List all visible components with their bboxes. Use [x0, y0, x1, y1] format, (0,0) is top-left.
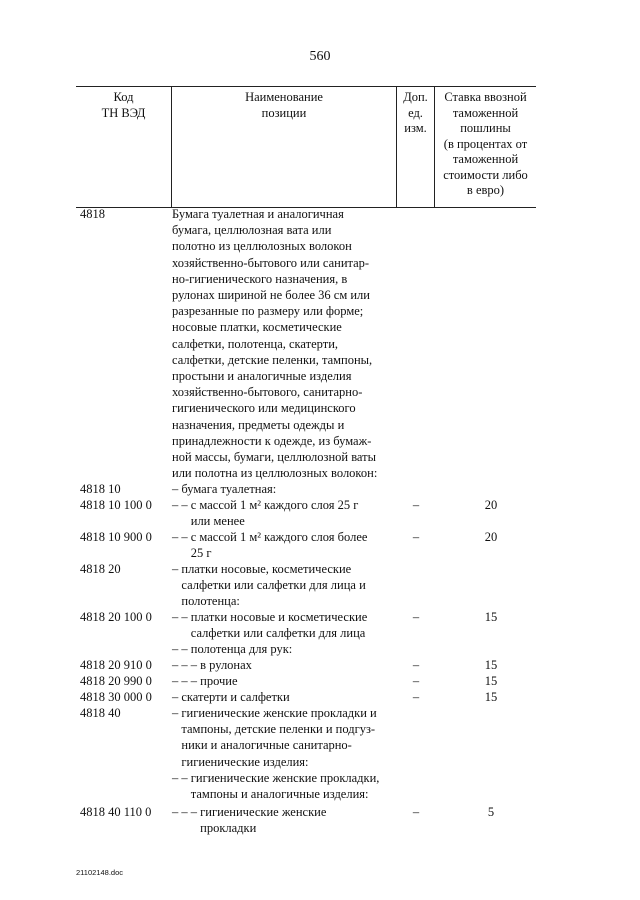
- description-line: полотно из целлюлозных волокон: [172, 239, 352, 254]
- description-line: гигиенические изделия:: [172, 754, 309, 769]
- header-rate-line: таможенной: [452, 152, 519, 166]
- header-rate-line: стоимости либо: [443, 167, 528, 182]
- additional-unit: –: [412, 805, 420, 819]
- description-line: – – – гигиенические женские: [172, 805, 327, 819]
- duty-rate: 15: [484, 610, 498, 624]
- description-line: назначения, предметы одежды и: [172, 417, 345, 432]
- item-description: [172, 609, 392, 641]
- description-line: – платки носовые, косметические: [172, 562, 352, 576]
- header-code-line: Код: [113, 90, 134, 104]
- description-line: тампоны и аналогичные изделия:: [172, 787, 369, 802]
- description-line: принадлежности к одежде, из бумаж-: [172, 433, 372, 448]
- description-line: 25 г: [172, 546, 212, 561]
- description-line: рулонах шириной не более 36 см или: [172, 288, 370, 303]
- tariff-code: 4818 20 910 0: [80, 658, 152, 672]
- header-unit-line: Доп.: [403, 90, 428, 104]
- tariff-code: 4818 10 900 0: [80, 530, 152, 544]
- header-name-line: позиции: [261, 105, 307, 120]
- item-description: [172, 497, 392, 529]
- description-line: носовые платки, косметические: [172, 320, 342, 335]
- item-description: [172, 705, 392, 770]
- tariff-code: 4818 40: [80, 706, 121, 720]
- header-unit: [396, 87, 434, 207]
- item-description: [172, 689, 392, 705]
- header-rate-line: (в процентах от: [443, 136, 528, 151]
- tariff-code: 4818 30 000 0: [80, 690, 152, 704]
- duty-rate: 20: [484, 530, 498, 544]
- description-line: салфетки или салфетки для лица и: [172, 578, 366, 593]
- description-line: или менее: [172, 514, 245, 529]
- tariff-code: 4818 10: [80, 482, 121, 496]
- description-line: хозяйственно-бытового, санитарно-: [172, 385, 363, 400]
- description-line: но-гигиенического назначения, в: [172, 271, 348, 286]
- description-line: – – – в рулонах: [172, 658, 252, 672]
- header-rate-line: пошлины: [460, 121, 511, 135]
- description-line: салфетки, детские пеленки, тампоны,: [172, 352, 373, 367]
- page-number: 560: [309, 49, 331, 64]
- description-line: – – платки носовые и косметические: [172, 610, 368, 624]
- additional-unit: –: [412, 498, 420, 512]
- description-line: разрезанные по размеру или форме;: [172, 304, 364, 319]
- item-description: [172, 481, 392, 497]
- description-line: простыни и аналогичные изделия: [172, 369, 352, 384]
- description-line: – скатерти и салфетки: [172, 690, 290, 704]
- header-name-line: Наименование: [245, 90, 323, 104]
- duty-rate: 15: [484, 658, 498, 672]
- item-description: [172, 529, 392, 561]
- additional-unit: –: [412, 610, 420, 624]
- item-description: [172, 673, 392, 689]
- description-line: Бумага туалетная и аналогичная: [172, 207, 344, 221]
- duty-rate: 5: [487, 805, 495, 819]
- description-line: бумага, целлюлозная вата или: [172, 223, 332, 238]
- duty-rate: 20: [484, 498, 498, 512]
- item-description: [172, 561, 392, 610]
- footer-filename: 21102148.doc: [76, 868, 123, 877]
- additional-unit: –: [412, 658, 420, 672]
- header-rate: [434, 87, 536, 207]
- description-line: ной массы, бумаги, целлюлозной ваты: [172, 450, 377, 465]
- additional-unit: –: [412, 690, 420, 704]
- additional-unit: –: [412, 674, 420, 688]
- table-header: [76, 86, 536, 208]
- header-code: [76, 87, 171, 207]
- header-unit-line: ед.: [408, 105, 423, 120]
- tariff-code: 4818 40 110 0: [80, 805, 152, 819]
- description-line: тампоны, детские пеленки и подгуз-: [172, 722, 376, 737]
- description-line: полотенца:: [172, 594, 240, 609]
- description-line: салфетки или салфетки для лица: [172, 626, 366, 641]
- description-line: хозяйственно-бытового или санитар-: [172, 255, 370, 270]
- duty-rate: 15: [484, 690, 498, 704]
- tariff-code: 4818 20 990 0: [80, 674, 152, 688]
- description-line: ники и аналогичные санитарно-: [172, 738, 352, 753]
- header-code-line: ТН ВЭД: [101, 105, 146, 120]
- description-line: – – – прочие: [172, 674, 238, 688]
- header-unit-line: изм.: [404, 121, 427, 135]
- duty-rate: 15: [484, 674, 498, 688]
- item-description: [172, 641, 392, 657]
- item-description: [172, 657, 392, 673]
- item-description: [172, 804, 392, 836]
- header-name: [171, 87, 396, 207]
- tariff-code: 4818 20 100 0: [80, 610, 152, 624]
- description-line: – бумага туалетная:: [172, 482, 277, 496]
- description-line: прокладки: [172, 821, 257, 836]
- description-line: салфетки, полотенца, скатерти,: [172, 336, 339, 351]
- header-rate-line: в евро): [466, 183, 505, 197]
- tariff-code: 4818: [80, 207, 105, 221]
- description-line: – – с массой 1 м² каждого слоя более: [172, 530, 368, 544]
- description-line: или полотна из целлюлозных волокон:: [172, 466, 378, 481]
- description-line: – гигиенические женские прокладки и: [172, 706, 377, 720]
- tariff-code: 4818 10 100 0: [80, 498, 152, 512]
- header-rate-line: таможенной: [452, 105, 519, 120]
- tariff-code: 4818 20: [80, 562, 121, 576]
- item-description: [172, 770, 392, 802]
- description-line: – – с массой 1 м² каждого слоя 25 г: [172, 498, 359, 512]
- item-description: [172, 206, 392, 481]
- description-line: гигиенического или медицинского: [172, 401, 356, 416]
- additional-unit: –: [412, 530, 420, 544]
- description-line: – – гигиенические женские прокладки,: [172, 771, 380, 785]
- description-line: – – полотенца для рук:: [172, 642, 293, 656]
- header-rate-line: Ставка ввозной: [444, 90, 527, 104]
